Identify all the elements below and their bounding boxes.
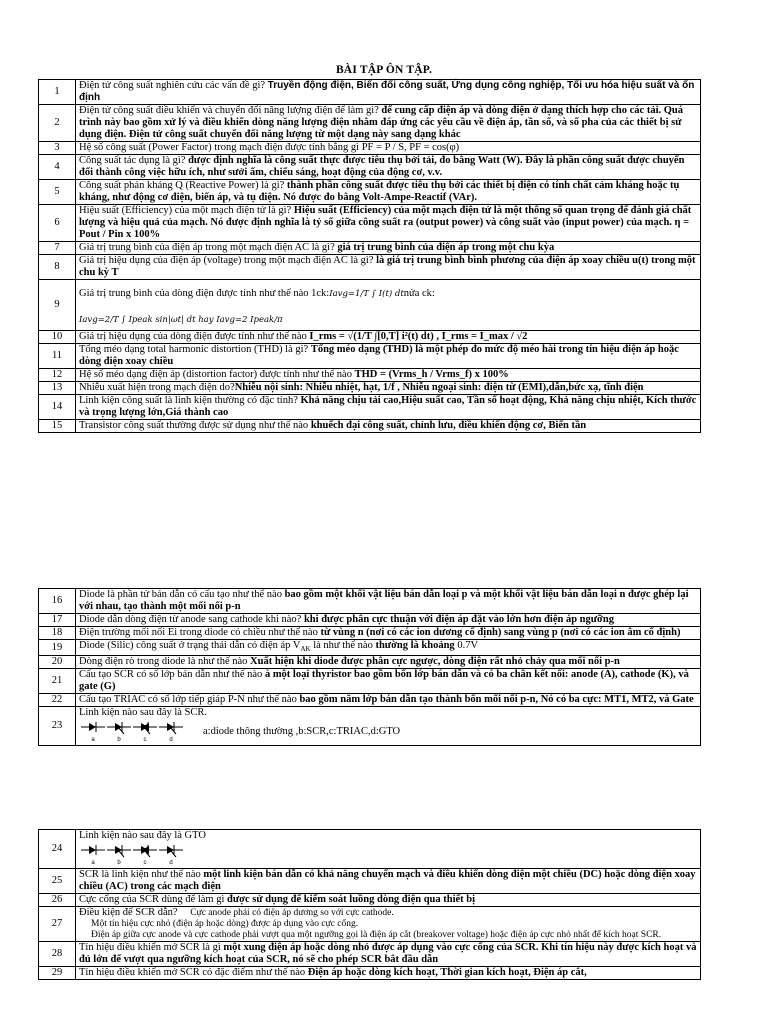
question-cell: [76, 656, 701, 669]
question-row-9: [39, 280, 701, 331]
question-cell: [76, 80, 701, 105]
question-text: Linh kiện công suất là linh kiện thường có đặc tính?: [79, 395, 301, 406]
question-text: Điện trường mối nối Ei trong diode có chiều như thế nào: [79, 627, 321, 638]
question-number: 4: [39, 155, 76, 180]
answer-text: một xung điện áp hoặc dòng nhỏ được áp dụng vào cực cổng của SCR. Khi tín hiệu này được kích hoạt và đủ lớn để vượt qua ngưỡng kích hoạt của SCR, nó sẽ cho phép SCR bắt đầu dẫn: [79, 942, 697, 965]
answer-text: thường là khoảng: [375, 640, 455, 651]
answer-options: a:diode thông thường ,b:SCR,c:TRIAC,d:GTO: [203, 725, 401, 737]
question-number: 24: [39, 830, 76, 869]
question-row-24-symbol-c: [133, 845, 157, 866]
question-cell: [76, 967, 701, 980]
question-number: 2: [39, 105, 76, 142]
question-text: SCR là linh kiện như thế nào: [79, 869, 204, 880]
question-number: 14: [39, 395, 76, 420]
question-cell: [76, 614, 701, 627]
question-number: 20: [39, 656, 76, 669]
answer-text: thành phần công suất được tiêu thụ bởi các thiết bị điện có tính chất cảm kháng hoặc tụ kháng, như động cơ điện, biến áp, và tụ điện. Nó được đo bằng Volt-Ampe-Reactif (VAr).: [79, 180, 680, 203]
question-number: 26: [39, 894, 76, 907]
answer-text: Khả năng chịu tải cao,Hiệu suất cao, Tần số hoạt động, Khả năng chịu nhiệt, Kích thước và trọng lượng lớn,Giá thành cao: [79, 395, 697, 418]
question-cell: [76, 382, 701, 395]
formula-full-cycle: Iavg=1/T ∫ I(t) dt: [329, 289, 404, 299]
question-cell: [76, 155, 701, 180]
voltage-subscript: AK: [300, 645, 311, 654]
review-table-1: [38, 79, 701, 433]
question-cell: [76, 894, 701, 907]
answer-text: là giá trị trung bình bình phương của điện áp xoay chiều u(t) trong một chu kỳ T: [79, 255, 696, 278]
question-number: 6: [39, 205, 76, 242]
answer-text: Truyền động điện, Biến đổi công suất, Ứng dụng công nghiệp, Tối ưu hóa hiệu suất và ổn định: [79, 80, 695, 103]
question-number: 19: [39, 640, 76, 656]
question-row-23-symbol-label: d: [169, 737, 173, 744]
question-cell: [76, 830, 701, 869]
question-text: Nhiễu xuất hiện trong mạch điện do?: [79, 382, 235, 393]
question-cell: [76, 331, 701, 344]
question-row-24-symbol-label: d: [169, 860, 173, 866]
question-cell: [76, 694, 701, 707]
question-row-23-symbol-b: [107, 722, 131, 743]
question-text: Điện tử công suất nghiên cứu các vấn đề gì?: [79, 80, 268, 91]
question-text: Giá trị trung bình của dòng điện được tính như thế nào 1ck:: [79, 288, 330, 299]
question-row-5: [39, 180, 701, 205]
question-cell: [76, 280, 701, 331]
question-number: 18: [39, 627, 76, 640]
question-text: Cấu tạo TRIAC có số lớp tiếp giáp P-N như thế nào: [79, 694, 300, 706]
answer-text: Điện áp hoặc dòng kích hoạt, Thời gian kích hoạt, Điện áp cắt,: [307, 967, 587, 978]
question-number: 17: [39, 614, 76, 627]
answer-text: từ vùng n (nơi có các ion dương cố định) sang vùng p (nơi có các ion âm cố định): [320, 627, 681, 638]
question-row-15: [39, 420, 701, 433]
condition-line-3: Điện áp giữa cực anode và cực cathode phải vượt qua một ngưỡng gọi là điện áp cắt (breakover voltage) hoặc điện áp cực nhỏ nhất để kích hoạt SCR.: [91, 930, 662, 940]
question-number: 12: [39, 369, 76, 382]
answer-text: à một loại thyristor bao gồm bốn lớp bán dẫn và có ba chân kết nối: anode (A), cathode (K), và gate (G): [79, 669, 689, 693]
question-text: Diode dẫn dòng điện từ anode sang cathode khi nào?: [79, 614, 304, 625]
question-number: 10: [39, 331, 76, 344]
review-table-2: [38, 588, 701, 746]
question-cell: [76, 942, 701, 967]
question-row-18: [39, 627, 701, 640]
question-row-27: [39, 907, 701, 942]
question-row-24-symbol-label: c: [143, 860, 147, 866]
question-text: Công suất phản kháng Q (Reactive Power) là gì?: [79, 180, 287, 191]
answer-text: I_rms = √(1/T ∫[0,T] i²(t) dt) , I_rms = I_max / √2: [309, 331, 528, 342]
question-cell: [76, 395, 701, 420]
answer-text: khuếch đại công suất, chỉnh lưu, điều khiển động cơ, Biến tần: [310, 420, 587, 431]
question-row-23-symbol-label: a: [91, 737, 95, 744]
question-row-20: [39, 656, 701, 669]
question-text-half-cycle: nửa ck:: [403, 288, 435, 299]
question-cell: [76, 420, 701, 433]
question-row-26: [39, 894, 701, 907]
question-row-29: [39, 967, 701, 980]
question-cell: [76, 255, 701, 280]
question-text: Giá trị trung bình của điện áp trong một mạch điện AC là gì?: [79, 242, 338, 253]
question-cell: [76, 907, 701, 942]
answer-text: được sử dụng để kiểm soát luồng dòng điện qua thiết bị: [227, 894, 476, 905]
question-row-7: [39, 242, 701, 255]
question-text: Điều kiện để SCR dẫn?: [79, 907, 181, 918]
answer-text: Nhiễu nội sinh: Nhiễu nhiệt, hạt, 1/f , Nhiễu ngoại sinh: điện từ (EMI),dẫn,bức xạ, tĩnh điện: [234, 382, 644, 393]
question-number: 5: [39, 180, 76, 205]
question-text: Transistor công suất thường được sử dụng như thế nào: [79, 420, 311, 431]
answer-text: THD = (Vrms_h / Vrms_f) x 100%: [354, 369, 509, 380]
question-text: Dòng điện rò trong diode là như thế nào: [79, 656, 251, 668]
question-cell: [76, 242, 701, 255]
question-text: Cực cổng của SCR dùng để làm gì: [79, 894, 228, 905]
question-row-13: [39, 382, 701, 395]
question-number: 27: [39, 907, 76, 942]
question-row-23-symbol-c: [133, 722, 157, 743]
question-number: 29: [39, 967, 76, 980]
question-row-3: [39, 142, 701, 155]
answer-text: Hiệu suất (Efficiency) của một mạch điện tử là một thông số quan trọng để đánh giá chất lượng và hiệu quả của mạch. Nó được định nghĩa là tỷ số giữa công suất ra (output power) và công suất vào (input power) của mạch. η = Pout / Pin x 100%: [79, 205, 692, 240]
question-row-23-symbol-d: [159, 722, 183, 743]
answer-text: một linh kiện bán dẫn có khả năng chuyển mạch và điều khiển dòng điện một chiều (DC) hoặc dòng điện xoay chiều (AC) trong các mạch điện: [79, 869, 696, 892]
question-row-23-symbol-label: c: [143, 737, 147, 744]
answer-text: khi được phân cực thuận với điện áp đặt vào lớn hơn điện áp ngưỡng: [303, 614, 614, 625]
answer-text: Xuất hiện khi diode được phân cực ngược, dòng điện rất nhỏ chảy qua mối nối p-n: [250, 656, 620, 668]
question-text: Điện tử công suất điều khiển và chuyển đổi năng lượng điện để làm gì?: [79, 105, 382, 116]
question-number: 28: [39, 942, 76, 967]
question-row-22: [39, 694, 701, 707]
question-row-10: [39, 331, 701, 344]
question-row-1: [39, 80, 701, 105]
question-cell: [76, 344, 701, 369]
question-cell: [76, 180, 701, 205]
question-number: 16: [39, 589, 76, 614]
question-row-23-symbol-a: [81, 722, 105, 743]
answer-text: bao gồm một khối vật liệu bán dẫn loại p và một khối vật liệu bán dẫn loại n được ghép lại với nhau, tạo thành một mối nối p-n: [79, 589, 689, 612]
question-text: Linh kiện nào sau đây là GTO: [79, 830, 206, 841]
question-number: 3: [39, 142, 76, 155]
question-text-cont: là như thế nào: [310, 640, 376, 651]
question-number: 7: [39, 242, 76, 255]
question-text: Hệ số méo dạng điện áp (distortion factor) được tính như thế nào: [79, 369, 355, 380]
question-row-21: [39, 669, 701, 694]
answer-text: để cung cấp điện áp và dòng điện ở dạng thích hợp cho các tải. Quá trình này bao gồm xử lý và điều khiển dòng năng lượng điện nhằm đáp ứng các yêu cầu về điện áp, tần số, và số pha của các thiết bị sử dụng điện. Điện tử công suất chuyển đổi năng lượng từ một dạng này sang dạng khác: [79, 105, 684, 140]
question-number: 25: [39, 869, 76, 894]
question-row-16: [39, 589, 701, 614]
question-row-24-symbol-d: [159, 845, 183, 866]
question-cell: [76, 589, 701, 614]
question-cell: [76, 640, 701, 656]
question-row-2: [39, 105, 701, 142]
question-text: Giá trị hiệu dụng của dòng điện được tính như thế nào: [79, 331, 310, 342]
question-cell: [76, 869, 701, 894]
question-row-24-symbol-label: b: [117, 860, 121, 866]
answer-value: 0.7V: [454, 640, 479, 651]
question-row-19: [39, 640, 701, 656]
question-cell: [76, 205, 701, 242]
question-row-24-symbol-label: a: [91, 860, 95, 866]
question-number: 9: [39, 280, 76, 331]
condition-line-1: Cực anode phải có điện áp dương so với cực cathode.: [190, 908, 394, 918]
question-text: Cấu tạo SCR có số lớp bán dẫn như thế nào: [79, 669, 265, 681]
question-row-17: [39, 614, 701, 627]
question-text: Tín hiệu điều khiển mở SCR có đặc điểm như thế nào: [79, 967, 308, 978]
condition-line-2: Một tín hiệu cực nhỏ (điện áp hoặc dòng) được áp dụng vào cực cổng.: [91, 919, 359, 929]
answer-text: Tổng méo dạng (THD) là một phép đo mức độ méo hài trong tín hiệu điện áp hoặc dòng điện xoay chiều: [79, 344, 679, 367]
question-row-24-symbol-a: [81, 845, 105, 866]
page-title: BÀI TẬP ÔN TẬP.: [335, 64, 433, 76]
question-row-23-component-symbols: [79, 719, 189, 743]
question-row-14: [39, 395, 701, 420]
question-row-24: [39, 830, 701, 869]
answer-text: giá trị trung bình của điện áp trong một chu kỳa: [337, 242, 555, 253]
question-text: Diode là phần tử bán dẫn có cấu tạo như thế nào: [79, 589, 285, 600]
question-row-24-component-symbols: [79, 842, 189, 866]
question-cell: [76, 707, 701, 746]
formula-half-cycle: Iavg=2/T ∫ Ipeak sin|ωt| dt hay Iavg=2 Ipeak/π: [79, 315, 283, 325]
question-text: Tổng méo dạng total harmonic distortion (THD) là gì?: [79, 344, 311, 355]
question-row-24-symbol-b: [107, 845, 131, 866]
question-number: 13: [39, 382, 76, 395]
question-row-6: [39, 205, 701, 242]
question-number: 22: [39, 694, 76, 707]
question-cell: [76, 142, 701, 155]
review-table-3: [38, 829, 701, 980]
question-text: Diode (Silic) công suất ở trạng thái dẫn có điện áp V: [79, 640, 301, 651]
question-row-28: [39, 942, 701, 967]
question-cell: [76, 369, 701, 382]
question-text: Hiệu suất (Efficiency) của một mạch điện tử là gì?: [79, 205, 294, 216]
question-number: 15: [39, 420, 76, 433]
question-number: 11: [39, 344, 76, 369]
question-row-11: [39, 344, 701, 369]
question-row-12: [39, 369, 701, 382]
question-text: Tín hiệu điều khiển mở SCR là gì: [79, 942, 224, 953]
question-cell: [76, 669, 701, 694]
question-row-23: [39, 707, 701, 746]
question-number: 23: [39, 707, 76, 746]
question-cell: [76, 627, 701, 640]
question-text: Giá trị hiệu dụng của điện áp (voltage) trong một mạch điện AC là gì?: [79, 255, 377, 266]
answer-text: được định nghĩa là công suất thực được tiêu thụ bởi tải, đo bằng Watt (W). Đây là phần công suất được chuyển đổi thành công việc hữu ích, như sưởi ấm, chiếu sáng, hoạt động của động cơ, v.v.: [79, 155, 685, 178]
question-row-8: [39, 255, 701, 280]
question-text: Công suất tác dụng là gì?: [79, 155, 189, 166]
question-row-23-symbol-label: b: [117, 737, 121, 744]
answer-text: bao gồm năm lớp bán dẫn tạo thành bốn mối nối p-n, Nó có ba cực: MT1, MT2, và Gate: [299, 694, 694, 706]
question-cell: [76, 105, 701, 142]
question-row-25: [39, 869, 701, 894]
question-row-4: [39, 155, 701, 180]
question-text: Hệ số công suất (Power Factor) trong mạch điện được tính bằng gì PF = P / S, PF = cos(φ): [79, 142, 460, 153]
question-text: Linh kiện nào sau đây là SCR.: [79, 707, 208, 719]
question-number: 8: [39, 255, 76, 280]
question-number: 1: [39, 80, 76, 105]
question-number: 21: [39, 669, 76, 694]
